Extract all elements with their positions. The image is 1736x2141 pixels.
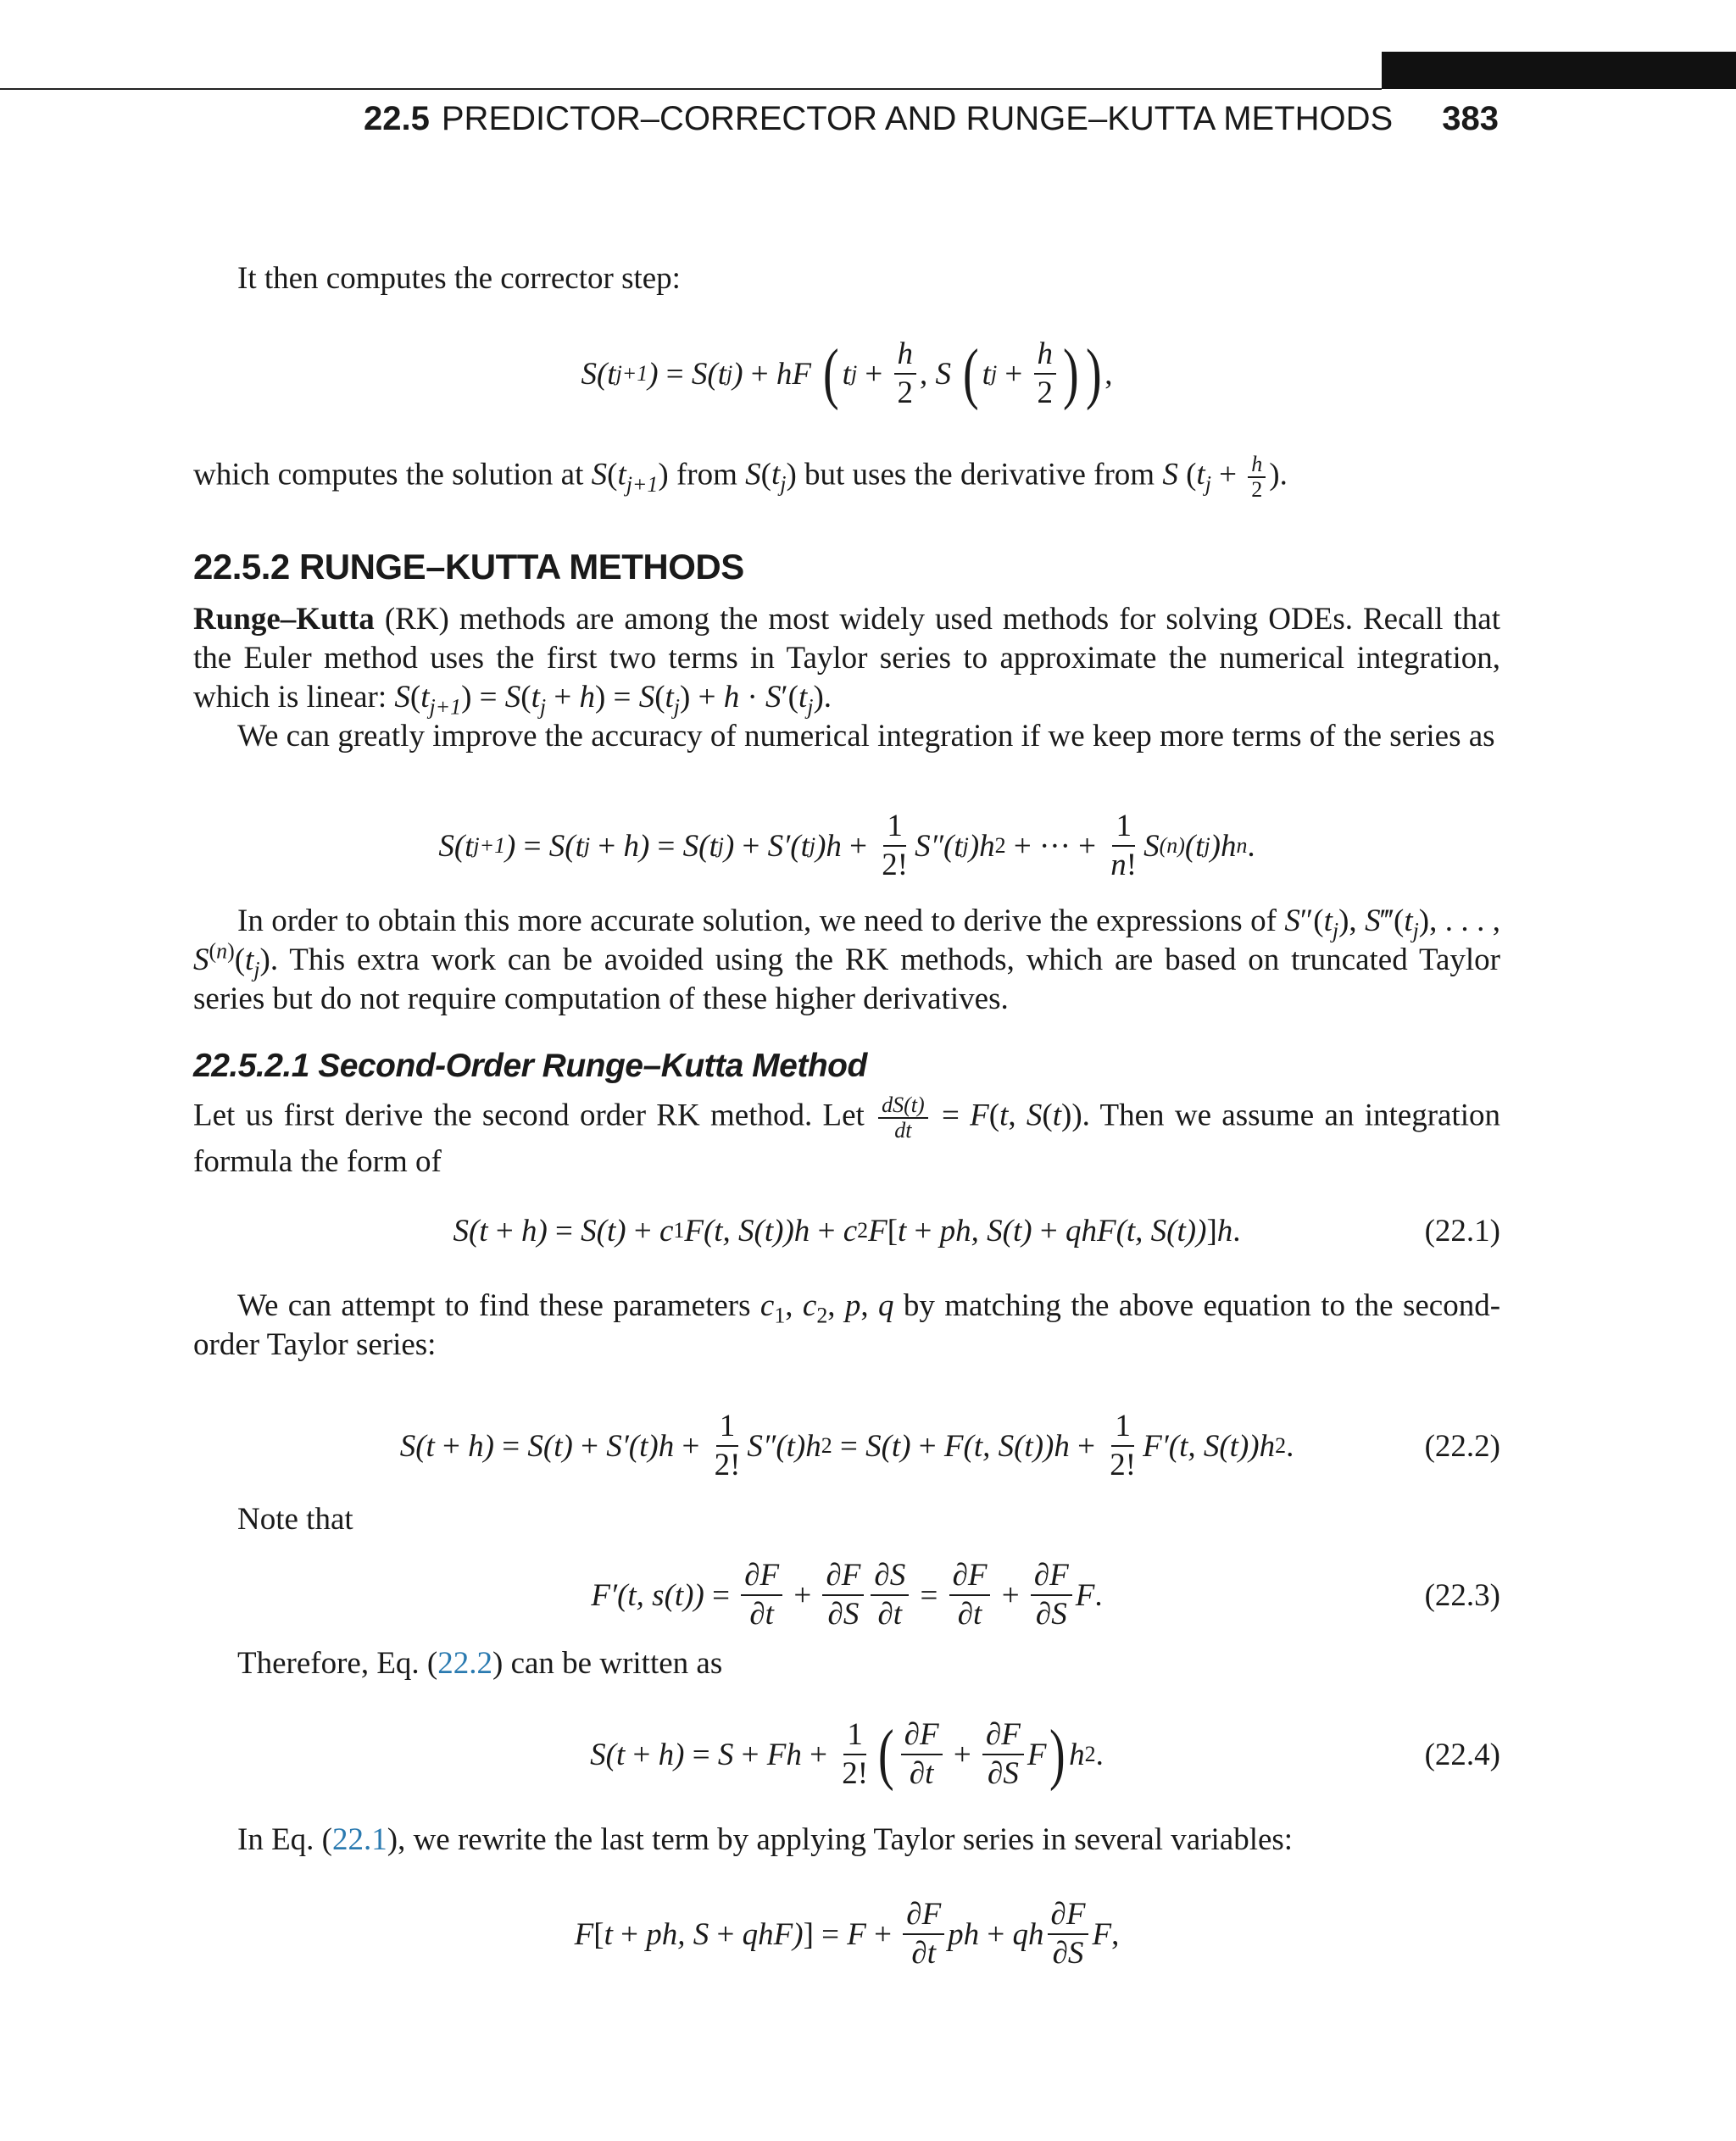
running-head bbox=[364, 93, 1499, 144]
paragraph-second-order-derive: Let us first derive the second order RK method. Let $\frac{dS(t)}{dt}$ = F(t, S(t)). Then we assume an integration formula the form of bbox=[193, 1093, 1500, 1179]
paragraph-note-that: Note that bbox=[237, 1502, 353, 1537]
heading-runge-kutta-methods: 22.5.2 RUNGE–KUTTA METHODS bbox=[193, 547, 744, 587]
paragraph-find-parameters: We can attempt to find these parameters $c_1$, $c_2$, p, q by matching the above equation to the second-order Taylor series: bbox=[193, 1288, 1501, 1362]
equation-number-22-2: (22.2) bbox=[1424, 1428, 1500, 1464]
equation-22-2: S(t + h) = S(t) + S′(t)h + $\frac{1}{2!}$ S″(t)h 2 = S(t) + F(t, S(t))h + $\frac{1}{2!}$ F′(t, S(t))h 2 . (22.2) bbox=[399, 1409, 1500, 1482]
paragraph-rk-intro: Runge–Kutta (RK) methods are among the most widely used methods for solving ODEs. Recall that the Euler method uses the first two terms in Taylor series to approximate the numerical integration, which is linear: $S(t_{j+1}) = S(t_j + h) = S(t_j) + h \cdot S'(t_j)$. We can greatly improve the accuracy of numerical integration if we keep more terms of the series as bbox=[193, 602, 1500, 754]
equation-number-22-4: (22.4) bbox=[1424, 1737, 1500, 1772]
heading-second-order-rk: 22.5.2.1 Second-Order Runge–Kutta Method bbox=[193, 1048, 867, 1084]
paragraph-higher-derivatives: In order to obtain this more accurate solution, we need to derive the expressions of $S''(t_j)$, $S‴(t_j)$, . . . , $S^{(n)}(t_j)$. This extra work can be avoided using the RK methods, which are based on truncated Taylor series but do not require computation of these higher derivatives. bbox=[193, 904, 1501, 1016]
equation-number-22-1: (22.1) bbox=[1424, 1213, 1500, 1248]
equation-corrector: S(t j+1 ) = S(t j ) + hF ( t j + $\frac{h}{2}$ , S ( t j + $\frac{h}{2}$ ) ) , bbox=[581, 336, 1113, 411]
paragraph-corrector-explain: which computes the solution at $S(t_{j+1})$ from $S(t_j)$ but uses the derivative from S ($t_j$ + $\frac{h}{2}$ ). bbox=[193, 452, 1288, 502]
equation-taylor-multivariable: F [ t + ph, S + qhF) ] = F + $\frac{\partial F}{\partial t}$ ph + qh $\frac{\partial F}{\partial S}$ F , bbox=[574, 1897, 1120, 1971]
equation-22-3: F′(t, s(t)) = $\frac{\partial F}{\partial t}$ + $\frac{\partial F}{\partial S}$ $\frac{\partial S}{\partial t}$ = $\frac{\partial F}{\partial t}$ + $\frac{\partial F}{\partial S}$ F . (22.3) bbox=[591, 1558, 1500, 1632]
paragraph-therefore: Therefore, Eq. (22.2) can be written as bbox=[237, 1646, 723, 1681]
equation-number-22-3: (22.3) bbox=[1424, 1577, 1500, 1613]
equation-22-1: S(t + h) = S(t) + c 1 F(t, S(t))h + c 2 F [ t + ph, S(t) + qhF(t, S(t)) ] h . (22.1) bbox=[453, 1213, 1500, 1248]
section-title: PREDICTOR–CORRECTOR AND RUNGE–KUTTA METHODS bbox=[441, 99, 1394, 137]
eq-22-1-link[interactable]: 22.1 bbox=[332, 1822, 387, 1857]
section-number: 22.5 bbox=[364, 99, 430, 137]
equation-22-4: S(t + h) = S + Fh + $\frac{1}{2!}$ ( $\frac{\partial F}{\partial t}$ + $\frac{\partial F}{\partial S}$ F ) h 2 . (22.4) bbox=[590, 1717, 1500, 1792]
eq-22-2-link[interactable]: 22.2 bbox=[437, 1646, 493, 1681]
page-number: 383 bbox=[1442, 99, 1499, 137]
header-black-bar bbox=[1382, 52, 1736, 89]
paragraph-taylor-several-variables: In Eq. (22.1), we rewrite the last term by applying Taylor series in several variables: bbox=[237, 1822, 1294, 1857]
equation-taylor-series: S(t j+1 ) = S(t j + h) = S(t j ) + S′(t j )h + $\frac{1}{2!}$ S″(t j )h 2 + ··· + $\frac{1}{n!}$ S (n) (t j )h n . bbox=[438, 809, 1255, 882]
header-rule bbox=[0, 88, 1382, 90]
paragraph-corrector-intro: It then computes the corrector step: bbox=[237, 261, 681, 296]
